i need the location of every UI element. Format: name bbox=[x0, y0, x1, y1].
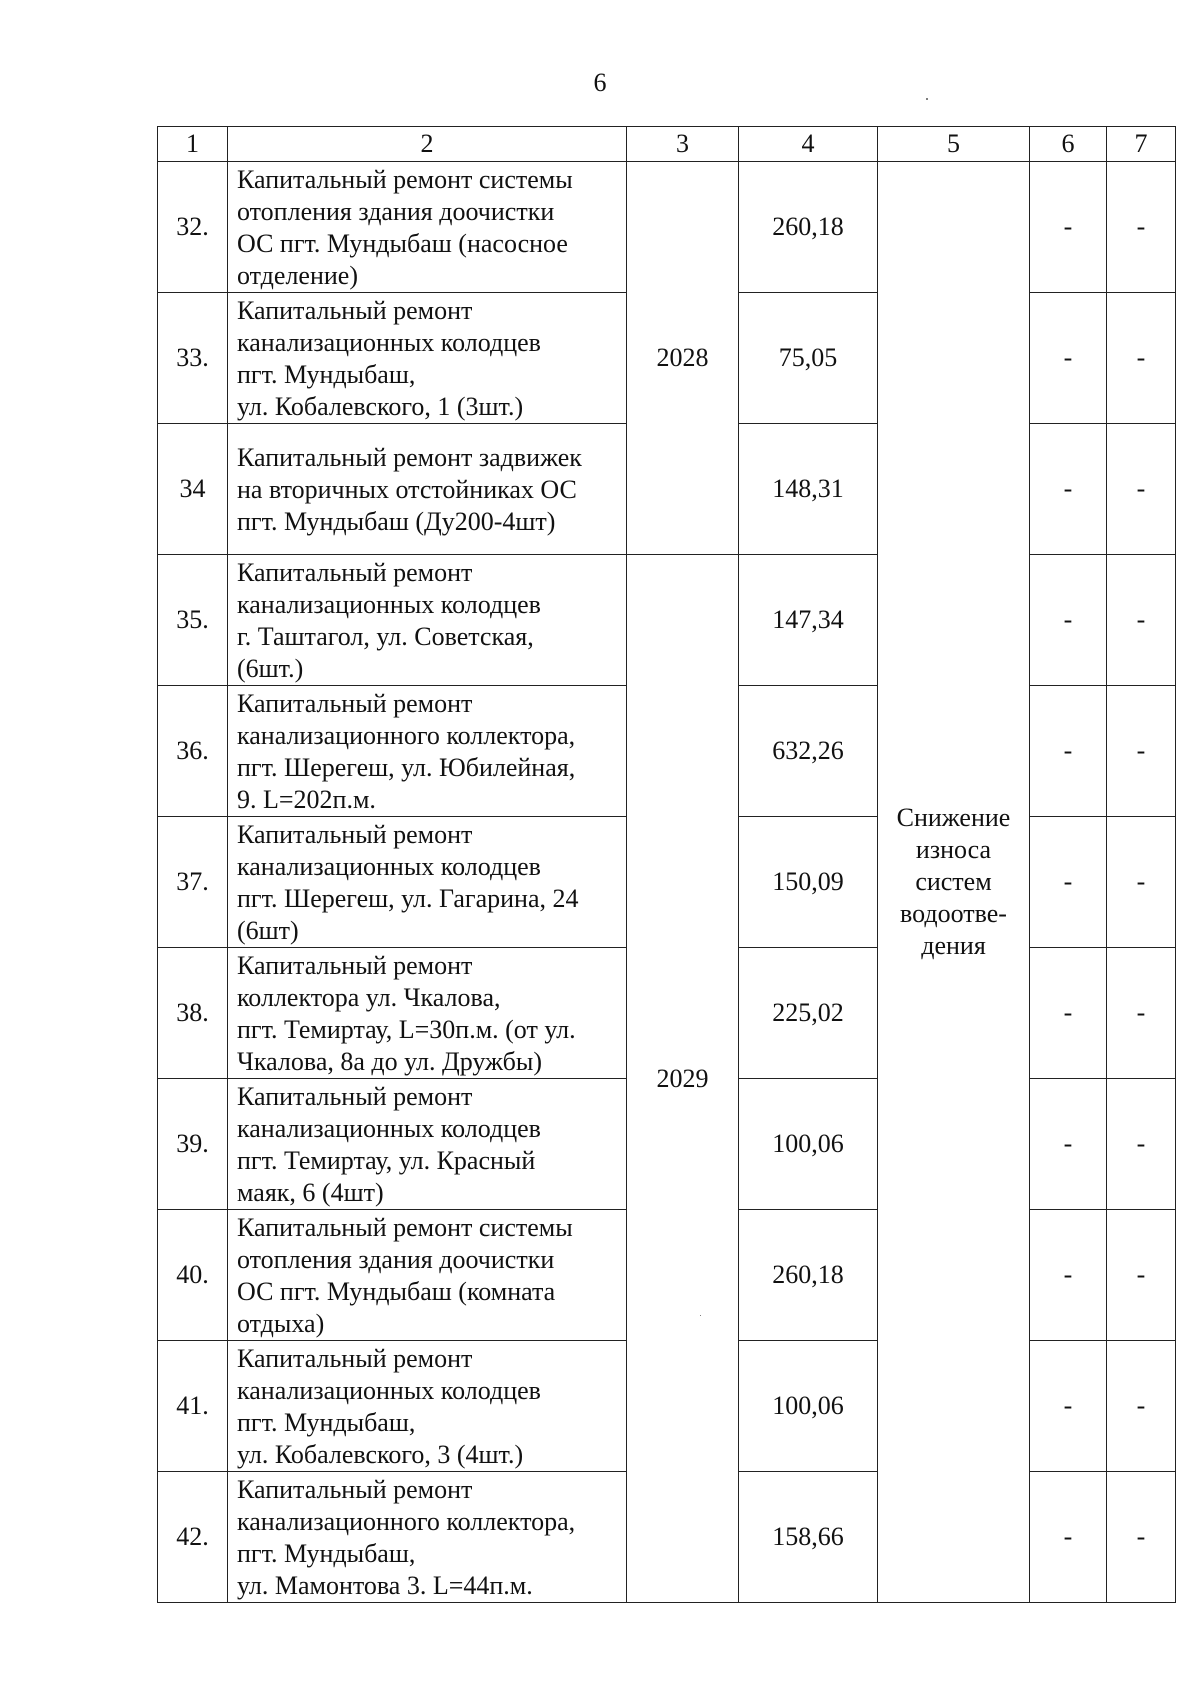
cost-cell: 158,66 bbox=[739, 1472, 878, 1603]
col7-cell: - bbox=[1107, 1341, 1176, 1472]
description-line: Капитальный ремонт системы bbox=[237, 1213, 573, 1242]
description-line: Капитальный ремонт bbox=[237, 820, 473, 849]
goal-cell bbox=[878, 162, 1030, 1603]
description-line: ул. Кобалевского, 1 (3шт.) bbox=[237, 392, 524, 421]
work-description bbox=[228, 555, 627, 686]
header-cell: 4 bbox=[739, 127, 878, 162]
description-line: Капитальный ремонт bbox=[237, 951, 473, 980]
row-number: 32. bbox=[158, 162, 228, 293]
row-number: 38. bbox=[158, 948, 228, 1079]
description-line: пгт. Мундыбаш, bbox=[237, 360, 416, 389]
description-line: маяк, 6 (4шт) bbox=[237, 1178, 384, 1207]
col6-cell: - bbox=[1030, 1210, 1107, 1341]
work-description bbox=[228, 1472, 627, 1603]
col6-cell: - bbox=[1030, 686, 1107, 817]
work-description bbox=[228, 686, 627, 817]
header-cell: 5 bbox=[878, 127, 1030, 162]
col6-cell: - bbox=[1030, 948, 1107, 1079]
work-description bbox=[228, 817, 627, 948]
description-line: пгт. Мундыбаш, bbox=[237, 1539, 416, 1568]
header-cell: 1 bbox=[158, 127, 228, 162]
description-line: канализационных колодцев bbox=[237, 852, 541, 881]
description-line: отделение) bbox=[237, 261, 358, 290]
row-number: 41. bbox=[158, 1341, 228, 1472]
row-number: 42. bbox=[158, 1472, 228, 1603]
works-table bbox=[157, 126, 1176, 1603]
cost-cell: 100,06 bbox=[739, 1079, 878, 1210]
col7-cell: - bbox=[1107, 555, 1176, 686]
description-line: канализационных колодцев bbox=[237, 1376, 541, 1405]
cost-cell: 75,05 bbox=[739, 293, 878, 424]
description-line: Капитальный ремонт bbox=[237, 1475, 473, 1504]
description-line: коллектора ул. Чкалова, bbox=[237, 983, 501, 1012]
col7-cell: - bbox=[1107, 424, 1176, 555]
cost-cell: 632,26 bbox=[739, 686, 878, 817]
description-line: 9. L=202п.м. bbox=[237, 785, 376, 814]
description-line: ул. Мамонтова 3. L=44п.м. bbox=[237, 1571, 533, 1600]
description-line: Чкалова, 8а до ул. Дружбы) bbox=[237, 1047, 542, 1076]
description-line: ОС пгт. Мундыбаш (комната bbox=[237, 1277, 556, 1306]
row-number: 33. bbox=[158, 293, 228, 424]
description-line: Капитальный ремонт системы bbox=[237, 165, 573, 194]
col7-cell: - bbox=[1107, 1210, 1176, 1341]
description-line: Капитальный ремонт bbox=[237, 1344, 473, 1373]
goal-line: систем bbox=[915, 867, 992, 896]
col7-cell: - bbox=[1107, 1079, 1176, 1210]
row-number: 40. bbox=[158, 1210, 228, 1341]
description-line: пгт. Мундыбаш, bbox=[237, 1408, 416, 1437]
description-line: канализационных колодцев bbox=[237, 1114, 541, 1143]
cost-cell: 150,09 bbox=[739, 817, 878, 948]
description-line: на вторичных отстойниках ОС bbox=[237, 475, 577, 504]
description-line: канализационного коллектора, bbox=[237, 1507, 576, 1536]
goal-line: износа bbox=[915, 835, 992, 864]
header-cell: 2 bbox=[228, 127, 627, 162]
cost-cell: 148,31 bbox=[739, 424, 878, 555]
description-line: пгт. Мундыбаш (Ду200-4шт) bbox=[237, 507, 556, 536]
col7-cell: - bbox=[1107, 1472, 1176, 1603]
row-number: 34 bbox=[158, 424, 228, 555]
description-line: отдыха) bbox=[237, 1309, 325, 1338]
col6-cell: - bbox=[1030, 817, 1107, 948]
cost-cell: 260,18 bbox=[739, 162, 878, 293]
row-number: 39. bbox=[158, 1079, 228, 1210]
col6-cell: - bbox=[1030, 162, 1107, 293]
description-line: канализационных колодцев bbox=[237, 590, 541, 619]
col7-cell: - bbox=[1107, 948, 1176, 1079]
cost-cell: 100,06 bbox=[739, 1341, 878, 1472]
description-line: Капитальный ремонт bbox=[237, 689, 473, 718]
col6-cell: - bbox=[1030, 424, 1107, 555]
description-line: (6шт.) bbox=[237, 654, 304, 683]
work-description bbox=[228, 1079, 627, 1210]
work-description bbox=[228, 293, 627, 424]
col6-cell: - bbox=[1030, 1341, 1107, 1472]
table-header-row bbox=[158, 127, 1176, 162]
col6-cell: - bbox=[1030, 555, 1107, 686]
cost-cell: 260,18 bbox=[739, 1210, 878, 1341]
description-line: отопления здания доочистки bbox=[237, 197, 555, 226]
description-line: отопления здания доочистки bbox=[237, 1245, 555, 1274]
work-description bbox=[228, 424, 627, 555]
description-line: ОС пгт. Мундыбаш (насосное bbox=[237, 229, 568, 258]
cost-cell: 147,34 bbox=[739, 555, 878, 686]
row-number: 36. bbox=[158, 686, 228, 817]
description-line: Капитальный ремонт bbox=[237, 558, 473, 587]
description-line: (6шт) bbox=[237, 916, 299, 945]
description-line: Капитальный ремонт bbox=[237, 296, 473, 325]
work-description bbox=[228, 1341, 627, 1472]
description-line: пгт. Шерегеш, ул. Гагарина, 24 bbox=[237, 884, 579, 913]
goal-line: Снижение bbox=[896, 803, 1011, 832]
row-number: 37. bbox=[158, 817, 228, 948]
goal-line: водоотве- bbox=[900, 899, 1007, 928]
description-line: пгт. Темиртау, ул. Красный bbox=[237, 1146, 536, 1175]
work-description bbox=[228, 948, 627, 1079]
work-description bbox=[228, 1210, 627, 1341]
row-number: 35. bbox=[158, 555, 228, 686]
year-cell: 2028 bbox=[627, 162, 739, 555]
cost-cell: 225,02 bbox=[739, 948, 878, 1079]
year-cell: 2029 bbox=[627, 555, 739, 1603]
description-line: Капитальный ремонт задвижек bbox=[237, 443, 582, 472]
description-line: г. Таштагол, ул. Советская, bbox=[237, 622, 534, 651]
col7-cell: - bbox=[1107, 817, 1176, 948]
description-line: канализационных колодцев bbox=[237, 328, 541, 357]
col7-cell: - bbox=[1107, 162, 1176, 293]
col6-cell: - bbox=[1030, 1472, 1107, 1603]
description-line: канализационного коллектора, bbox=[237, 721, 576, 750]
work-description bbox=[228, 162, 627, 293]
scan-speck bbox=[926, 98, 928, 100]
page-number: 6 bbox=[593, 68, 607, 97]
col6-cell: - bbox=[1030, 1079, 1107, 1210]
description-line: ул. Кобалевского, 3 (4шт.) bbox=[237, 1440, 524, 1469]
col6-cell: - bbox=[1030, 293, 1107, 424]
col7-cell: - bbox=[1107, 293, 1176, 424]
table-row bbox=[158, 162, 1176, 293]
description-line: Капитальный ремонт bbox=[237, 1082, 473, 1111]
header-cell: 3 bbox=[627, 127, 739, 162]
header-cell: 7 bbox=[1107, 127, 1176, 162]
description-line: пгт. Темиртау, L=30п.м. (от ул. bbox=[237, 1015, 576, 1044]
table-body bbox=[158, 127, 1176, 1603]
col7-cell: - bbox=[1107, 686, 1176, 817]
header-cell: 6 bbox=[1030, 127, 1107, 162]
description-line: пгт. Шерегеш, ул. Юбилейная, bbox=[237, 753, 576, 782]
goal-line: дения bbox=[921, 931, 986, 960]
